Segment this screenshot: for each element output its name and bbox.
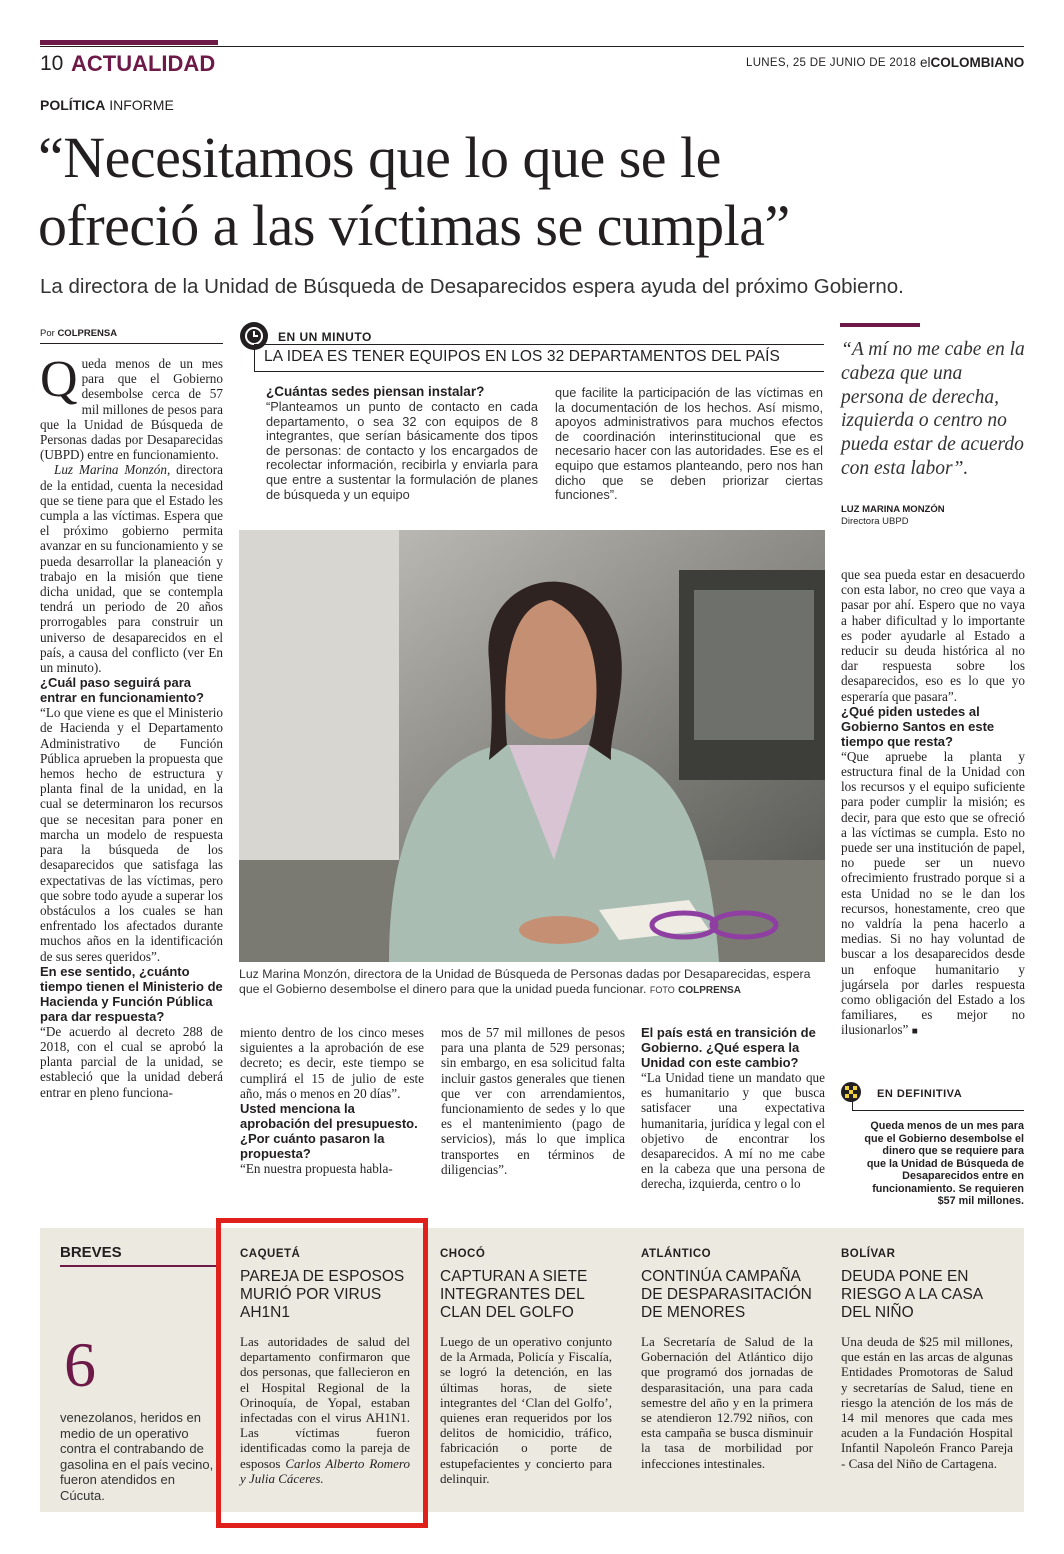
pull-quote-role: Directora UBPD bbox=[841, 516, 909, 527]
byline bbox=[40, 328, 117, 339]
photo-caption bbox=[239, 967, 825, 998]
en-un-minuto-title: LA IDEA ES TENER EQUIPOS EN LOS 32 DEPARTAMENTOS DEL PAÍS bbox=[264, 348, 780, 365]
subheadline: La directora de la Unidad de Búsqueda de Desaparecidos espera ayuda del próximo Gobierno. bbox=[40, 275, 904, 298]
right-article-column bbox=[841, 567, 1025, 1040]
breve-title: CAPTURAN A SIETE INTEGRANTES DEL CLAN DEL GOLFO bbox=[440, 1268, 588, 1321]
breve-region: ATLÁNTICO bbox=[641, 1248, 712, 1260]
section-name: ACTUALIDAD bbox=[71, 51, 216, 76]
pull-quote: “A mí no me cabe en la cabeza que una persona de derecha, izquierda o centro no pueda estar de acuerdo con esta labor”. bbox=[841, 339, 1025, 479]
en-un-minuto-rule-2 bbox=[254, 371, 824, 372]
breve-choco bbox=[440, 1248, 612, 1486]
breve-body: Una deuda de $25 mil millones, que están en las arcas de algunas Entidades Promotoras de Salud y secretarías de Salud, tiene en riesgo la atención de los más de 14 mil menores que cada mes acuden a la Fundación Hospital Infantil Napoleón Franco Pareja - Casa del Niño de Cartagena. bbox=[841, 1334, 1013, 1471]
byline-name: COLPRENSA bbox=[57, 328, 118, 339]
headline-line-1: “Necesitamos que lo que se le bbox=[38, 125, 721, 190]
breve-region: CHOCÓ bbox=[440, 1248, 486, 1260]
en-definitiva-left-border bbox=[852, 1098, 853, 1111]
answer-5: “Que apruebe la planta y estructura final de la Unidad con los recursos y el equipo suficiente para poder cumplir la misión; es decir, para que esto que se ofreció a las víctimas se cumpla. Esto no puede ser una institución de papel, no puede ser un nuevo ofrecimiento frustrado porque si a esta Unidad no se le dan los recursos, honestamente, creo que no valdría la pena hacerlo a medias. Si no hay voluntad de buscar a los desaparecidos desde un enfoque humanitario y jugársela por darles respuesta como obligación del Estado a los familiares, es mejor no ilusionarlos” ■ bbox=[841, 748, 1025, 1038]
en-un-minuto-col-2: que facilite la participación de las víctimas en la documentación de los hechos. Así mismo, apoyos administrativos para muchos efectos de coordinación interinstitucional que es necesario hacer con las autoridades. Ese es el equipo que estamos planteando, pero nos han dicho que se deben priorizar ciertas funciones”. bbox=[555, 385, 823, 503]
header-rule bbox=[40, 46, 1024, 47]
answer-2: “De acuerdo al decreto 288 de 2018, con el cual se aprobó la planta parcial de la unidad, se estableció que la unidad deberá entrar en pleno funciona- bbox=[40, 1023, 223, 1100]
paragraph-2: Luz Marina Monzón, directora de la entidad, cuenta la necesidad que se tiene para que el Estado les cumpla a las víctimas. Espera que el próximo gobierno permita avanzar en su funcionamiento y se pueda desarrollar la planeación y trabajo en la misión que tiene dicha unidad, que se contempla tendrá un periodo de 20 años prorrogables para construir un universo de desaparecidos en el país, a causa del conflicto (ver En un minuto). bbox=[40, 462, 223, 676]
section-accent-bar bbox=[40, 40, 218, 45]
breve-atlantico bbox=[641, 1248, 813, 1471]
breve-body: La Secretaría de Salud de la Gobernación del Atlántico dijo que programó dos jornadas de desparasitación, una para cada semestre del año y en la primera se atendieron 12.792 niños, con esta campaña se busca disminuir la tasa de morbilidad por infecciones intestinales. bbox=[641, 1334, 813, 1471]
lead-text: ueda menos de un mes para que el Gobierno desembolse cerca de 57 mil millones de pesos para que la Unidad de Búsqueda de Personas dadas por Desaparecidas (UBPD) entre en funcionamiento. bbox=[40, 356, 223, 463]
answer-4: “La Unidad tiene un mandato que es humanitario y que busca satisfacer una expectativa humanitaria, jurídica y legal con el objetivo de encontrar los desaparecidos. A mí no me cabe en la cabeza que una persona de derecha, izquierda, centro o lo bbox=[641, 1070, 825, 1192]
photo-luz-marina-monzon bbox=[239, 530, 825, 962]
en-definitiva-icon bbox=[841, 1082, 861, 1102]
highlight-box bbox=[216, 1218, 428, 1528]
photo-credit-label: FOTO bbox=[649, 984, 675, 995]
photo-credit: COLPRENSA bbox=[678, 984, 741, 996]
en-definitiva-rule bbox=[852, 1110, 1024, 1111]
middle-column-c bbox=[641, 1025, 825, 1192]
question-2: En ese sentido, ¿cuánto tiempo tienen el Ministerio de Hacienda y Función Pública para dar respuesta? bbox=[40, 963, 223, 1024]
en-un-minuto-label: EN UN MINUTO bbox=[278, 330, 372, 344]
en-un-minuto-rule bbox=[254, 344, 824, 345]
middle-column-b bbox=[441, 1025, 625, 1177]
newspaper-brand bbox=[920, 55, 1024, 70]
breve-region: CAQUETÁ bbox=[240, 1248, 301, 1260]
en-definitiva-label: EN DEFINITIVA bbox=[877, 1088, 963, 1100]
breve-title: DEUDA PONE EN RIESGO A LA CASA DEL NIÑO bbox=[841, 1268, 983, 1321]
kicker-type: INFORME bbox=[109, 97, 174, 113]
breve-bolivar bbox=[841, 1248, 1013, 1471]
question-3: Usted menciona la aprobación del presupuesto. ¿Por cuánto pasaron la propuesta? bbox=[240, 1101, 418, 1162]
brand-prefix: el bbox=[920, 55, 931, 70]
issue-date: LUNES, 25 DE JUNIO DE 2018 bbox=[746, 57, 917, 69]
breves-number-text: venezolanos, heridos en medio de un operativo contra el contrabando de gasolina en el país vecino, fueron atendidos en Cúcuta. bbox=[60, 1410, 214, 1503]
en-un-minuto-col-1: “Planteamos un punto de contacto en cada departamento, o sea 32 con equipos de 8 integrantes, que serían básicamente dos tipos de personas: de contacto y los encargados de recolectar información, recibirla y enviarla para que entre a sustentar la formulación de planes de búsqueda y un equipo bbox=[266, 399, 538, 502]
breves-big-number: 6 bbox=[64, 1329, 96, 1400]
answer-3-start: “En nuestra propuesta habla- bbox=[240, 1161, 393, 1177]
byline-rule bbox=[40, 343, 223, 344]
pull-quote-accent bbox=[840, 323, 920, 327]
question-5: ¿Qué piden ustedes al Gobierno Santos en este tiempo que resta? bbox=[841, 703, 995, 749]
question-4: El país está en transición de Gobierno. ¿Qué espera la Unidad con este cambio? bbox=[641, 1025, 816, 1070]
left-article-column bbox=[40, 351, 223, 1100]
breve-body: Luego de un operativo conjunto de la Armada, Policía y Fiscalía, se logró la detención, en las últimas horas, de siete integrantes del ‘Clan del Golfo’, quienes eran requeridos por los delitos de homicidio, tráfico, fabricación o porte de estupefacientes y concierto para delinquir. bbox=[440, 1334, 612, 1486]
breves-label: BREVES bbox=[60, 1244, 122, 1261]
pull-quote-name: LUZ MARINA MONZÓN bbox=[841, 504, 945, 515]
breve-region: BOLÍVAR bbox=[841, 1248, 896, 1260]
breve-title: PAREJA DE ESPOSOS MURIÓ POR VIRUS AH1N1 bbox=[240, 1268, 405, 1321]
breve-body: Las autoridades de salud del departamento confirmaron que dos personas, que fallecieron en el Hospital Regional de la Orinoquía, de Yopal, estaban infectadas con el virus AH1N1. Las víctimas fueron identificadas como la pareja de esposos Carlos Alberto Romero y Julia Cáceres. bbox=[240, 1334, 410, 1486]
middle-column-a bbox=[240, 1025, 424, 1176]
middle-a-text: miento dentro de los cinco meses siguientes a la aprobación de ese decreto; es decir, este tiempo se cumplirá el 15 de julio de este año, más o menos en 20 días”. bbox=[240, 1025, 424, 1101]
byline-prefix: Por bbox=[40, 328, 55, 339]
kicker-section: POLÍTICA bbox=[40, 97, 106, 113]
person-name: Luz Marina Monzón bbox=[54, 462, 167, 478]
end-mark: ■ bbox=[911, 1026, 918, 1038]
headline bbox=[38, 124, 790, 260]
en-definitiva-text: Queda menos de un mes para que el Gobierno desembolse el dinero que se requiere para que la Unidad de Búsqueda de Desaparecidos entre en funcionamiento. Se requieren $57 mil millones. bbox=[864, 1120, 1024, 1207]
answer-1: “Lo que viene es que el Ministerio de Hacienda y el Departamento Administrativo de Función Pública aprueben la propuesta que hemos hecho de estructura y planta final de la unidad, en la cual se determinaron los recursos que se necesitan para poner en marcha un modelo de respuesta para la búsqueda de los desaparecidos que satisfaga las expectativas de las víctimas, pero que sobre todo ayude a superar los obstáculos a los cuales se han enfrentado los afectados durante muchos años en la identificación de sus seres queridos”. bbox=[40, 705, 223, 964]
lead-paragraph bbox=[40, 351, 223, 463]
kicker bbox=[40, 97, 174, 113]
en-un-minuto-left-border bbox=[254, 344, 255, 372]
breve-title: CONTINÚA CAMPAÑA DE DESPARASITACIÓN DE MENORES bbox=[641, 1268, 812, 1321]
page-number: 10 bbox=[40, 52, 64, 75]
right-text: que sea pueda estar en desacuerdo con esta labor, no creo que vaya a pasar por ahí. Espero que no vaya a haber dificultad y lo importante es poder ayudarle al Estado a reducir su deuda histórica al no dar respuesta sobre los desaparecidos, eso es lo que yo esperaría que pasara”. bbox=[841, 567, 1025, 704]
breves-label-underline bbox=[60, 1265, 218, 1267]
caption-text: Luz Marina Monzón, directora de la Unidad de Búsqueda de Personas dadas por Desaparecidas, espera que el Gobierno desembolse el dinero para que la unidad pueda funcionar. bbox=[239, 967, 811, 996]
en-un-minuto-question: ¿Cuántas sedes piensan instalar? bbox=[266, 384, 485, 399]
question-1: ¿Cuál paso seguirá para entrar en funcionamiento? bbox=[40, 675, 204, 706]
middle-b-text: mos de 57 mil millones de pesos para una planta de 529 personas; sin embargo, en esa solicitud falta incluir gastos generales que tienen que ver con arrendamientos, funcionamiento de sedes y lo que es el mantenimiento (pago de servicios), más lo que implica transportes en términos de diligencias”. bbox=[441, 1025, 625, 1177]
drop-cap: Q bbox=[40, 351, 78, 408]
headline-line-2: ofreció a las víctimas se cumpla” bbox=[38, 193, 790, 258]
brand-name: COLOMBIANO bbox=[930, 55, 1025, 70]
